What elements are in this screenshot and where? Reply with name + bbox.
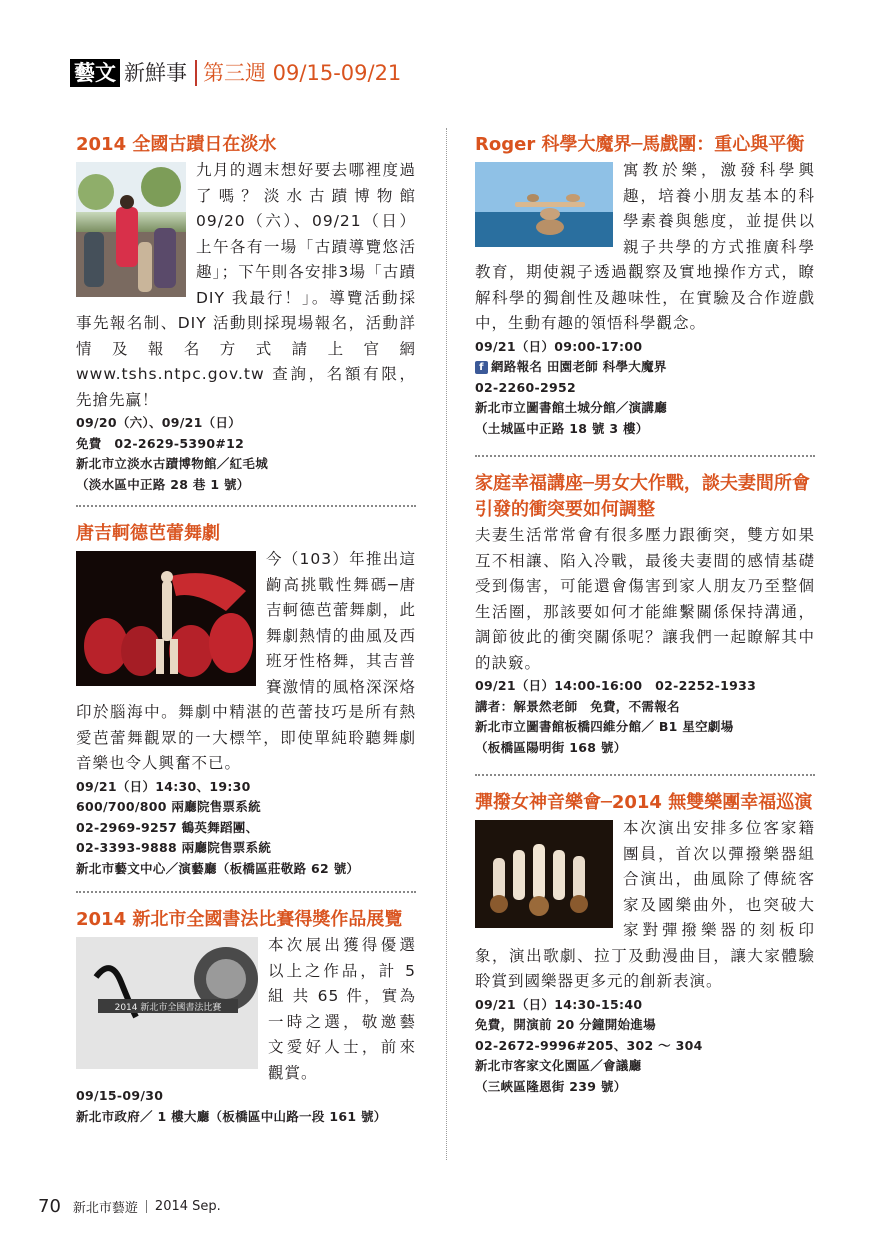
column-divider	[446, 128, 447, 1160]
article-separator	[475, 774, 815, 776]
info-phone: 02-2260-2952	[475, 379, 576, 395]
info-price: 600/700/800 兩廳院售票系統	[76, 799, 261, 814]
info-address: （板橋區陽明街 168 號）	[475, 739, 627, 755]
article-title: 2014 新北市全國書法比賽得獎作品展覽	[76, 909, 403, 930]
article-calligraphy	[76, 907, 416, 1127]
article-info	[76, 1086, 416, 1127]
article-heritage-day	[76, 132, 416, 495]
info-phone-1: 02-2969-9257 鶴英舞蹈團、	[76, 819, 259, 835]
info-date: 09/21（日）14:30-15:40	[475, 996, 643, 1012]
article-body: 夫妻生活常常會有很多壓力跟衝突，雙方如果互不相讓、陷入冷戰，最後夫妻間的感情基礎受到傷害，可能還會傷害到家人朋友乃至整個生活圈，那該要如何才能維繫關係保持溝通，調節彼此的衝突關係呢？讓我們一起瞭解其中的訣竅。	[475, 526, 815, 672]
article-concert	[475, 790, 815, 1097]
article-body: 本次演出安排多位客家籍團員，首次以彈撥樂器組合演出，曲風除了傳統客家及國樂曲外，也突破大家對彈撥樂器的刻板印象，演出歌劇、拉丁及動漫曲目，讓大家體驗聆賞到國樂器更多元的創新表演。	[475, 819, 815, 990]
section-tag: 藝文	[70, 59, 120, 87]
balance-photo	[475, 162, 613, 247]
article-body: 九月的週末想好要去哪裡度過了嗎？淡水古蹟博物館 09/20（六）、09/21（日）上午各有一場「古蹟導覽悠活趣」；下午則各安排3場「古蹟 DIY 我最行！」。導覽活動採事先報名制、DIY 活動則採現場報名，活動詳情及報名方式請上官網 www.tshs.ntpc.gov.tw 查詢，名額有限，先搶先贏！	[76, 161, 416, 409]
info-venue: 新北市政府／ 1 樓大廳（板橋區中山路一段 161 號）	[76, 1108, 387, 1124]
header-divider	[195, 60, 197, 86]
article-title: 唐吉軻德芭蕾舞劇	[76, 523, 220, 544]
page-number: 70	[38, 1196, 61, 1217]
info-address: （三峽區隆恩街 239 號）	[475, 1078, 627, 1094]
registration-text: 網路報名 田園老師 科學大魔界	[491, 359, 667, 374]
article-title: 家庭幸福講座─男女大作戰，談夫妻間所會引發的衝突要如何調整	[475, 473, 810, 520]
info-date-phone: 09/21（日）14:00-16:00 02-2252-1933	[475, 678, 757, 693]
article-separator	[76, 505, 416, 507]
week-label: 第三週 09/15-09/21	[203, 61, 402, 85]
article-info	[475, 337, 815, 440]
article-info	[475, 995, 815, 1098]
article-family-talk	[475, 471, 815, 758]
article-body: 寓教於樂，激發科學興趣，培養小朋友基本的科學素養與態度，並提供以親子共學的方式推廣科學教育，期使親子透過觀察及實地操作方式，瞭解科學的獨創性及趣味性，在實驗及合作遊戲中，生動有趣的領悟科學觀念。	[475, 161, 815, 332]
info-price-phone: 免費 02-2629-5390#12	[76, 435, 245, 451]
info-phone: 02-2672-9996#205、302 ～ 304	[475, 1037, 703, 1053]
heritage-photo-illustration	[76, 162, 186, 297]
right-column	[475, 132, 815, 1097]
article-info	[76, 777, 416, 880]
left-column	[76, 132, 416, 1127]
info-date: 09/15-09/30	[76, 1088, 164, 1103]
article-info	[76, 413, 416, 495]
article-title: Roger 科學大魔界─馬戲團：重心與平衡	[475, 134, 805, 155]
info-venue: 新北市立圖書館板橋四維分館／ B1 星空劇場	[475, 719, 734, 734]
info-date: 09/20（六）、09/21（日）	[76, 415, 242, 430]
article-body: 本次展出獲得優選以上之作品，計 5 組 共 65 件，實為一時之選，敬邀藝文愛好人士，前來觀賞。	[268, 936, 416, 1082]
info-venue: 新北市藝文中心／演藝廳（板橋區莊敬路 62 號）	[76, 860, 360, 876]
article-title: 2014 全國古蹟日在淡水	[76, 134, 277, 155]
section-name: 新鮮事	[124, 61, 187, 85]
ballet-photo	[76, 551, 256, 686]
poster-caption: 2014 新北市全國書法比賽	[114, 1003, 222, 1013]
info-address: （土城區中正路 18 號 3 樓）	[475, 420, 649, 436]
article-info	[475, 676, 815, 758]
info-registration	[475, 357, 815, 378]
concert-photo	[475, 820, 613, 928]
facebook-icon: f	[475, 361, 488, 374]
info-venue: 新北市立淡水古蹟博物館／紅毛城	[76, 456, 269, 471]
info-speaker: 講者：解景然老師 免費，不需報名	[475, 698, 680, 714]
info-date: 09/21（日）14:30、19:30	[76, 778, 251, 794]
calligraphy-poster-illustration	[76, 937, 258, 1069]
publication-name: 新北市藝遊	[72, 1201, 138, 1216]
article-science	[475, 132, 815, 439]
article-separator	[475, 455, 815, 457]
issue-label: 2014 Sep.	[154, 1199, 221, 1214]
balance-photo-illustration	[475, 162, 613, 247]
info-address: （淡水區中正路 28 巷 1 號）	[76, 476, 250, 492]
article-body: 今（103）年推出這齣高挑戰性舞碼─唐吉軻德芭蕾舞劇，此舞劇熱情的曲風及西班牙性格舞，其吉普賽激情的風格深深烙印於腦海中。舞劇中精湛的芭蕾技巧是所有熱愛芭蕾舞觀眾的一大標竿，即使單純聆聽舞劇音樂也令人興奮不已。	[76, 550, 416, 772]
heritage-photo	[76, 162, 186, 297]
ballet-photo-illustration	[76, 551, 256, 686]
article-title: 彈撥女神音樂會─2014 無雙樂團幸福巡演	[475, 792, 813, 813]
article-ballet	[76, 521, 416, 879]
calligraphy-photo	[76, 937, 258, 1069]
article-separator	[76, 891, 416, 893]
page-footer	[38, 1196, 221, 1217]
concert-photo-illustration	[475, 820, 613, 928]
info-date: 09/21（日）09:00-17:00	[475, 338, 643, 354]
footer-divider	[146, 1200, 147, 1213]
section-header	[70, 58, 401, 88]
info-price: 免費，開演前 20 分鐘開始進場	[475, 1017, 656, 1032]
info-venue: 新北市立圖書館土城分館／演講廳	[475, 400, 668, 415]
info-phone-2: 02-3393-9888 兩廳院售票系統	[76, 840, 272, 855]
info-venue: 新北市客家文化園區／會議廳	[475, 1058, 642, 1073]
